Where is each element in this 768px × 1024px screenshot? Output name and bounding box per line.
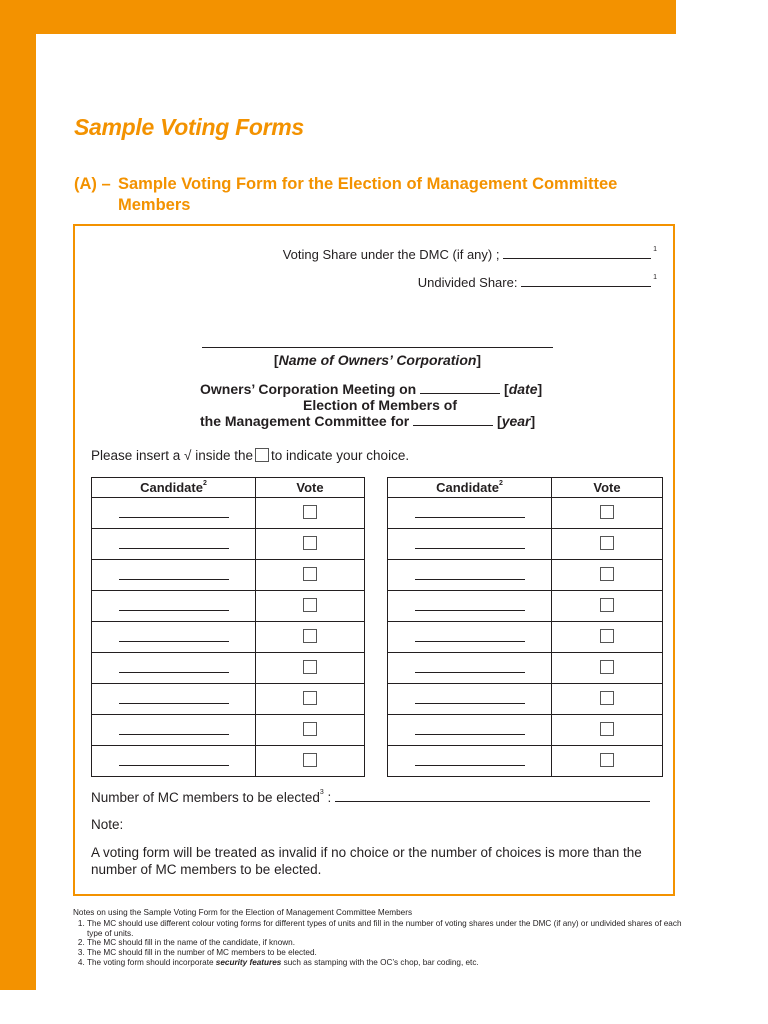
candidate-cell bbox=[388, 653, 552, 684]
vote-header: Vote bbox=[256, 478, 365, 498]
candidate-name-field[interactable] bbox=[415, 641, 525, 642]
vote-cell bbox=[552, 684, 663, 715]
table-row bbox=[388, 684, 663, 715]
year-placeholder: year bbox=[501, 413, 531, 429]
vote-cell bbox=[256, 622, 365, 653]
table-row bbox=[388, 746, 663, 777]
footnote-item: 1. The MC should use different colour voting forms for different types of units and fill in the number of voting shares under the DMC (if any) or undivided shares of each type of units. bbox=[87, 919, 683, 939]
table-header bbox=[388, 478, 663, 498]
vote-checkbox[interactable] bbox=[303, 629, 317, 643]
candidate-header: Candidate$^2$ bbox=[388, 478, 552, 498]
table-row bbox=[388, 653, 663, 684]
table-row bbox=[92, 498, 365, 529]
vote-cell bbox=[256, 653, 365, 684]
vote-cell bbox=[256, 684, 365, 715]
candidate-name-field[interactable] bbox=[415, 672, 525, 673]
section-title-line2: Members bbox=[118, 196, 191, 214]
footnotes-title: Notes on using the Sample Voting Form for the Election of Management Committee Members bbox=[73, 908, 413, 917]
instruction-after: to indicate your choice. bbox=[271, 448, 410, 463]
vote-cell bbox=[552, 560, 663, 591]
candidate-name-field[interactable] bbox=[119, 610, 229, 611]
date-placeholder: date bbox=[508, 381, 538, 397]
candidate-cell bbox=[388, 715, 552, 746]
section-label: (A) – bbox=[74, 175, 111, 193]
voting-form bbox=[73, 224, 675, 896]
table-row bbox=[92, 560, 365, 591]
candidate-cell bbox=[92, 591, 256, 622]
checkbox-icon bbox=[255, 448, 269, 462]
candidate-name-field[interactable] bbox=[119, 517, 229, 518]
candidate-rows-left bbox=[92, 498, 365, 777]
election-label: Election of Members of bbox=[302, 397, 458, 413]
candidate-name-field[interactable] bbox=[415, 579, 525, 580]
vote-checkbox[interactable] bbox=[303, 660, 317, 674]
vote-cell bbox=[256, 591, 365, 622]
instruction-text bbox=[91, 448, 409, 463]
elected-count-colon: : bbox=[323, 790, 332, 805]
vote-cell bbox=[552, 591, 663, 622]
oc-name-field[interactable] bbox=[202, 347, 553, 348]
candidate-cell bbox=[388, 684, 552, 715]
candidate-name-field[interactable] bbox=[119, 765, 229, 766]
candidate-name-field[interactable] bbox=[119, 672, 229, 673]
table-row bbox=[388, 715, 663, 746]
vote-cell bbox=[552, 653, 663, 684]
date-field[interactable] bbox=[420, 381, 500, 394]
meeting-details bbox=[200, 381, 560, 429]
candidate-cell bbox=[388, 591, 552, 622]
candidate-name-field[interactable] bbox=[415, 517, 525, 518]
committee-label: the Management Committee for bbox=[200, 413, 410, 429]
candidate-name-field[interactable] bbox=[119, 579, 229, 580]
meeting-label: Owners’ Corporation Meeting on bbox=[200, 381, 417, 397]
table-row bbox=[92, 715, 365, 746]
candidate-rows-right bbox=[388, 498, 663, 777]
voting-share-field[interactable] bbox=[503, 246, 651, 259]
candidate-cell bbox=[92, 622, 256, 653]
undivided-share-field[interactable] bbox=[521, 274, 651, 287]
elected-count-label: Number of MC members to be elected bbox=[91, 790, 320, 805]
vote-cell bbox=[552, 498, 663, 529]
table-row bbox=[92, 529, 365, 560]
table-row bbox=[388, 498, 663, 529]
footnote-mark: 1 bbox=[653, 246, 657, 253]
candidate-name-field[interactable] bbox=[415, 610, 525, 611]
vote-checkbox[interactable] bbox=[600, 691, 614, 705]
candidate-name-field[interactable] bbox=[119, 548, 229, 549]
table-row bbox=[388, 529, 663, 560]
oc-name-placeholder: Name of Owners’ Corporation bbox=[278, 352, 477, 368]
undivided-share-row bbox=[418, 274, 657, 290]
candidate-name-field[interactable] bbox=[119, 641, 229, 642]
candidate-cell bbox=[388, 560, 552, 591]
vote-checkbox[interactable] bbox=[600, 567, 614, 581]
vote-checkbox[interactable] bbox=[600, 753, 614, 767]
vote-checkbox[interactable] bbox=[303, 598, 317, 612]
table-row bbox=[92, 653, 365, 684]
candidate-cell bbox=[388, 622, 552, 653]
candidate-name-field[interactable] bbox=[119, 703, 229, 704]
candidate-header: Candidate$^2$ bbox=[92, 478, 256, 498]
vote-cell bbox=[552, 622, 663, 653]
vote-cell bbox=[256, 746, 365, 777]
note-label: Note: bbox=[91, 817, 124, 832]
candidate-table-left bbox=[91, 477, 365, 777]
candidate-name-field[interactable] bbox=[415, 548, 525, 549]
table-row bbox=[388, 560, 663, 591]
vote-cell bbox=[552, 746, 663, 777]
vote-checkbox[interactable] bbox=[600, 536, 614, 550]
table-row bbox=[92, 684, 365, 715]
candidate-name-field[interactable] bbox=[415, 703, 525, 704]
elected-count-field[interactable] bbox=[335, 789, 650, 802]
candidate-cell bbox=[92, 653, 256, 684]
vote-header: Vote bbox=[552, 478, 663, 498]
candidate-cell bbox=[92, 715, 256, 746]
vote-checkbox[interactable] bbox=[600, 660, 614, 674]
instruction-before: Please insert a √ inside the bbox=[91, 448, 253, 463]
vote-checkbox[interactable] bbox=[600, 722, 614, 736]
meeting-row: Owners’ Corporation Meeting on [date] bbox=[200, 381, 543, 397]
vote-checkbox[interactable] bbox=[600, 598, 614, 612]
committee-row: the Management Committee for [year] bbox=[200, 413, 536, 429]
page-title: Sample Voting Forms bbox=[74, 114, 304, 140]
vote-cell bbox=[256, 529, 365, 560]
candidate-cell bbox=[388, 746, 552, 777]
side-band bbox=[0, 0, 36, 990]
year-field[interactable] bbox=[413, 413, 493, 426]
footnote-list bbox=[73, 919, 683, 968]
vote-cell bbox=[552, 529, 663, 560]
oc-name-caption: [Name of Owners’ Corporation] bbox=[273, 352, 482, 368]
section-title-line1: Sample Voting Form for the Election of Management Committee bbox=[118, 175, 618, 193]
vote-checkbox[interactable] bbox=[303, 753, 317, 767]
footnote-mark: 3 bbox=[319, 789, 324, 796]
candidate-table-right bbox=[387, 477, 663, 777]
table-row bbox=[388, 622, 663, 653]
candidate-cell bbox=[92, 684, 256, 715]
voting-share-row bbox=[283, 246, 657, 262]
undivided-share-label: Undivided Share: bbox=[417, 275, 518, 290]
section-heading bbox=[74, 174, 617, 216]
footnote-mark: 1 bbox=[653, 274, 657, 281]
candidate-cell bbox=[388, 498, 552, 529]
vote-checkbox[interactable] bbox=[600, 629, 614, 643]
candidate-cell bbox=[92, 560, 256, 591]
vote-checkbox[interactable] bbox=[303, 536, 317, 550]
candidate-cell bbox=[92, 746, 256, 777]
vote-checkbox[interactable] bbox=[303, 567, 317, 581]
table-header bbox=[92, 478, 365, 498]
candidate-cell bbox=[92, 498, 256, 529]
footnotes bbox=[73, 908, 683, 968]
vote-cell bbox=[256, 715, 365, 746]
vote-checkbox[interactable] bbox=[303, 722, 317, 736]
header-band bbox=[0, 0, 676, 34]
vote-cell bbox=[256, 498, 365, 529]
table-row bbox=[388, 591, 663, 622]
vote-cell bbox=[256, 560, 365, 591]
candidate-name-field[interactable] bbox=[119, 734, 229, 735]
footnote-item: 2. The MC should fill in the name of the candidate, if known. bbox=[87, 938, 683, 948]
footnote-item: 3. The MC should fill in the number of MC members to be elected. bbox=[87, 948, 683, 958]
candidate-cell bbox=[388, 529, 552, 560]
vote-checkbox[interactable] bbox=[303, 691, 317, 705]
footnote-item: 4. The voting form should incorporate security features such as stamping with the OC’s chop, bar coding, etc. bbox=[87, 958, 683, 968]
vote-checkbox[interactable] bbox=[600, 505, 614, 519]
candidate-name-field[interactable] bbox=[415, 765, 525, 766]
vote-checkbox[interactable] bbox=[303, 505, 317, 519]
table-row bbox=[92, 622, 365, 653]
voting-share-label: Voting Share under the DMC (if any) ; bbox=[282, 247, 500, 262]
elected-count-row bbox=[91, 789, 650, 805]
vote-cell bbox=[552, 715, 663, 746]
candidate-name-field[interactable] bbox=[415, 734, 525, 735]
table-row bbox=[92, 591, 365, 622]
note-text: A voting form will be treated as invalid if no choice or the number of choices is more than the number of MC members to be elected. bbox=[91, 845, 642, 877]
table-row bbox=[92, 746, 365, 777]
candidate-cell bbox=[92, 529, 256, 560]
